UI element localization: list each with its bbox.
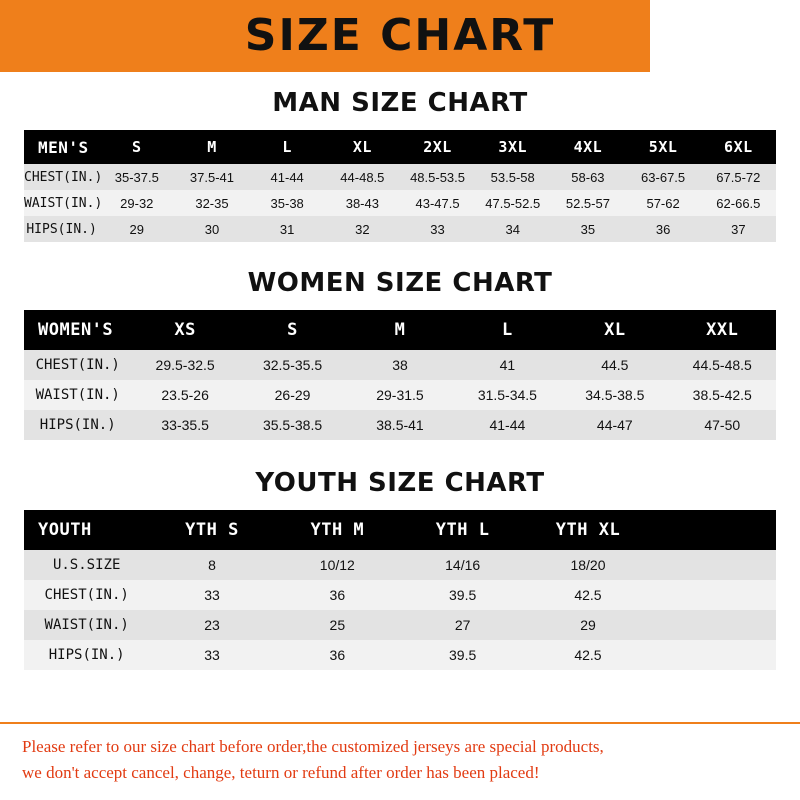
col-header-5xl: 5XL xyxy=(648,138,678,156)
cell: 8 xyxy=(208,557,216,573)
cell: 36 xyxy=(329,647,346,663)
table-row xyxy=(24,640,776,670)
cell xyxy=(651,610,776,640)
row-label-waist: WAIST(IN.) xyxy=(24,195,103,211)
cell: 33-35.5 xyxy=(161,417,209,433)
cell: 32 xyxy=(355,221,370,237)
cell: 57-62 xyxy=(646,195,680,211)
women-chart-wrap xyxy=(0,310,800,440)
col-header-m: M xyxy=(394,320,406,340)
footer-note-line1: Please refer to our size chart before order,the customized jerseys are special products, xyxy=(22,737,604,756)
cell: 33 xyxy=(204,647,220,663)
man-chart-wrap xyxy=(0,130,800,242)
cell: 26-29 xyxy=(274,387,311,403)
cell: 35 xyxy=(580,221,596,237)
col-header-xl: XL xyxy=(604,320,626,340)
women-size-table xyxy=(24,310,776,440)
cell: 41-44 xyxy=(270,169,304,185)
cell: 29 xyxy=(129,221,145,237)
youth-size-table xyxy=(24,510,776,670)
cell: 29 xyxy=(580,617,596,633)
row-label-waist: WAIST(IN.) xyxy=(35,387,120,403)
col-header-yth-l: YTH L xyxy=(435,520,490,540)
cell: 41-44 xyxy=(489,417,526,433)
cell: 47.5-52.5 xyxy=(485,195,541,211)
table-row xyxy=(24,410,776,440)
row-label-chest: CHEST(IN.) xyxy=(44,587,129,603)
col-header-label: MEN'S xyxy=(38,137,89,157)
cell: 30 xyxy=(204,221,220,237)
col-header-yth-s: YTH S xyxy=(185,520,239,540)
table-row xyxy=(24,380,776,410)
cell: 35-38 xyxy=(270,195,304,211)
col-header-yth-xl: YTH XL xyxy=(555,520,621,540)
col-header-label: YOUTH xyxy=(38,520,92,540)
cell: 32-35 xyxy=(195,195,229,211)
footer-note xyxy=(0,722,800,800)
cell: 18/20 xyxy=(570,557,606,573)
cell: 39.5 xyxy=(449,587,477,603)
table-row xyxy=(24,610,776,640)
cell: 32.5-35.5 xyxy=(262,357,323,373)
row-label-us-size: U.S.SIZE xyxy=(52,557,121,573)
col-header-4xl: 4XL xyxy=(573,138,603,156)
row-label-chest: CHEST(IN.) xyxy=(24,169,103,185)
cell: 42.5 xyxy=(574,647,602,663)
cell xyxy=(651,580,776,610)
cell: 63-67.5 xyxy=(641,169,686,185)
cell: 10/12 xyxy=(319,557,355,573)
table-header-row xyxy=(24,510,776,550)
man-size-table xyxy=(24,130,776,242)
cell: 62-66.5 xyxy=(716,195,761,211)
cell: 41 xyxy=(499,357,516,373)
col-header-m: M xyxy=(207,138,217,156)
cell: 31 xyxy=(279,221,295,237)
table-row xyxy=(24,580,776,610)
cell: 29-32 xyxy=(120,195,154,211)
table-row xyxy=(24,550,776,580)
col-header-yth-m: YTH M xyxy=(310,520,365,540)
cell: 36 xyxy=(655,221,671,237)
cell: 67.5-72 xyxy=(716,169,761,185)
man-section-title: MAN SIZE CHART xyxy=(272,88,528,118)
cell: 35.5-38.5 xyxy=(262,417,323,433)
cell: 34 xyxy=(505,221,520,237)
cell: 38 xyxy=(392,357,408,373)
cell xyxy=(651,550,776,580)
cell: 37 xyxy=(731,221,746,237)
col-header-empty xyxy=(651,510,776,550)
row-label-hips: HIPS(IN.) xyxy=(39,417,116,433)
cell: 34.5-38.5 xyxy=(585,387,645,403)
cell: 23.5-26 xyxy=(161,387,209,403)
col-header-l: L xyxy=(502,320,513,340)
footer-note-line2: we don't accept cancel, change, teturn or refund after order has been placed! xyxy=(22,763,540,782)
cell: 44.5-48.5 xyxy=(692,357,752,373)
col-header-label: WOMEN'S xyxy=(38,320,114,340)
cell: 23 xyxy=(204,617,220,633)
col-header-2xl: 2XL xyxy=(423,138,452,156)
table-row xyxy=(24,190,776,216)
row-label-chest: CHEST(IN.) xyxy=(35,357,120,373)
table-row xyxy=(24,216,776,242)
page-title: SIZE CHART xyxy=(244,10,556,61)
women-section-title: WOMEN SIZE CHART xyxy=(247,268,553,298)
cell: 42.5 xyxy=(574,587,602,603)
col-header-xl: XL xyxy=(352,138,372,156)
cell: 33 xyxy=(430,221,445,237)
cell: 52.5-57 xyxy=(565,195,610,211)
cell: 48.5-53.5 xyxy=(410,169,465,185)
col-header-6xl: 6XL xyxy=(724,138,753,156)
cell: 43-47.5 xyxy=(415,195,460,211)
cell: 39.5 xyxy=(449,647,477,663)
cell: 36 xyxy=(329,587,346,603)
cell: 29-31.5 xyxy=(376,387,424,403)
cell: 44-48.5 xyxy=(340,169,385,185)
cell: 58-63 xyxy=(571,169,605,185)
col-header-s: S xyxy=(132,138,142,156)
cell: 44-47 xyxy=(596,417,633,433)
cell: 53.5-58 xyxy=(490,169,535,185)
row-label-hips: HIPS(IN.) xyxy=(48,647,125,663)
col-header-s: S xyxy=(287,320,298,340)
cell xyxy=(651,640,776,670)
cell: 31.5-34.5 xyxy=(477,387,537,403)
cell: 25 xyxy=(329,617,346,633)
table-row xyxy=(24,164,776,190)
cell: 38.5-41 xyxy=(376,417,424,433)
col-header-l: L xyxy=(282,138,292,156)
cell: 44.5 xyxy=(601,357,629,373)
cell: 27 xyxy=(454,617,471,633)
cell: 35-37.5 xyxy=(114,169,159,185)
row-label-waist: WAIST(IN.) xyxy=(44,617,129,633)
col-header-xxl: XXL xyxy=(706,320,739,340)
cell: 47-50 xyxy=(704,417,741,433)
cell: 38.5-42.5 xyxy=(692,387,752,403)
col-header-3xl: 3XL xyxy=(498,138,528,156)
col-header-xs: XS xyxy=(174,320,196,340)
cell: 37.5-41 xyxy=(189,169,235,185)
row-label-hips: HIPS(IN.) xyxy=(26,221,97,237)
youth-chart-wrap xyxy=(0,510,800,670)
table-row xyxy=(24,350,776,380)
table-header-row xyxy=(24,310,776,350)
cell: 29.5-32.5 xyxy=(155,357,215,373)
cell: 33 xyxy=(204,587,220,603)
youth-section-title: YOUTH SIZE CHART xyxy=(255,468,545,498)
cell: 14/16 xyxy=(445,557,481,573)
cell: 38-43 xyxy=(345,195,379,211)
table-header-row xyxy=(24,130,776,164)
header-banner xyxy=(0,0,800,72)
